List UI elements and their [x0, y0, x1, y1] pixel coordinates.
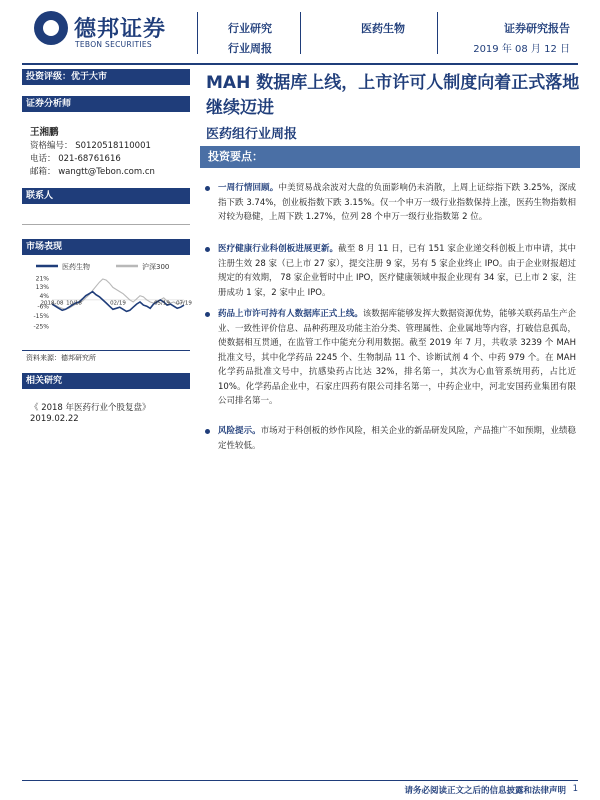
- bullet-icon: [205, 186, 210, 191]
- analyst-phone: 电话： 021-68761616: [30, 154, 121, 164]
- y-tick-label: 21%: [35, 275, 49, 283]
- related-section-header: 相关研究: [22, 373, 190, 389]
- x-tick-label: 02/19: [110, 300, 126, 307]
- bullet-lead: 风险提示。: [218, 426, 261, 436]
- bullet-risk-warning: [206, 424, 576, 453]
- y-tick-label: 13%: [35, 283, 49, 291]
- rating-label: 投资评级：优于大市: [22, 69, 190, 85]
- analyst-section-header: 证券分析师: [22, 96, 190, 112]
- legend-label-pharma: 医药生物: [62, 263, 90, 271]
- chart-source: 资料来源：德邦研究所: [26, 354, 96, 362]
- legend-label-hs300: 沪深300: [142, 263, 170, 271]
- header-category-2: 行业周报: [228, 42, 272, 55]
- company-logo-icon: [34, 11, 68, 45]
- x-tick-label: 2018-08: [40, 300, 64, 307]
- header-rule: [22, 63, 578, 65]
- x-tick-label: 05/19: [154, 300, 170, 307]
- chart-legend: [36, 262, 169, 271]
- header-report-type: 证券研究报告: [504, 22, 570, 35]
- y-tick-label: -25%: [33, 323, 49, 331]
- x-tick-label: 10/18: [66, 300, 82, 307]
- y-tick-label: 4%: [39, 293, 49, 301]
- market-section-header: 市场表现: [22, 239, 190, 255]
- chart-plot-area: [52, 279, 184, 311]
- header-sector: 医药生物: [361, 22, 405, 35]
- bullet-lead: 一周行情回顾。: [218, 183, 279, 193]
- footer-disclaimer: 请务必阅读正文之后的信息披露和法律声明: [404, 786, 566, 796]
- bullet-icon: [205, 312, 210, 317]
- report-title: MAH 数据库上线，上市许可人制度向着正式落地继续迈进: [206, 73, 580, 118]
- y-tick-label: -6%: [37, 303, 49, 311]
- bullet-mah-database: [206, 307, 576, 409]
- bullet-star-market: [206, 242, 576, 300]
- divider: [22, 224, 190, 225]
- contact-section-header: 联系人: [22, 188, 190, 204]
- analyst-name: 王湘鹏: [30, 127, 59, 138]
- bullet-text: 截至 8 月 11 日，已有 151 家企业递交科创板上市申请，其中注册生效 28 家（已上市 27 家），提交注册 9 家，另有 5 家企业终止 IPO。由于企业财报超过规定的有效期， 78 家企业暂时中止 IPO，医疗健康领域申报企业现有 34 家，已上市 2 家，注册成功 1 家，2 家中止 IPO。: [218, 244, 576, 298]
- header-divider: [197, 12, 198, 54]
- bullet-lead: 医疗健康行业科创板进展更新。: [218, 244, 339, 254]
- bullet-icon: [205, 247, 210, 252]
- bullet-weekly-review: [206, 181, 576, 225]
- report-subtitle: 医药组行业周报: [206, 127, 298, 142]
- investment-highlights-header: 投资要点：: [200, 146, 580, 168]
- bullet-text: 市场对于科创板的炒作风险，相关企业的新品研发风险，产品推广不如预期，业绩稳定性较低。: [218, 426, 576, 451]
- header-category-1: 行业研究: [228, 22, 272, 35]
- y-tick-label: -15%: [33, 313, 49, 321]
- bullet-text: 中美贸易战余波对大盘的负面影响仍未消散，上周上证综指下跌 3.25%，深成指下跌 3.74%，创业板指数下跌 3.15%。仅一个申万一级行业指数保持上涨，医药生物指数相对较为稳健，上周下跌 1.27%，位列 28 个申万一级行业指数第 2 位。: [218, 183, 576, 222]
- header-divider: [300, 12, 301, 54]
- header-date: 2019 年 08 月 12 日: [473, 44, 570, 55]
- analyst-email[interactable]: 邮箱： wangtt@Tebon.com.cn: [30, 167, 155, 177]
- related-report-title[interactable]: 《 2018 年医药行业个股复盘》: [30, 403, 151, 413]
- analyst-cert: 资格编号： S0120518110001: [30, 141, 151, 151]
- divider: [22, 350, 190, 351]
- bullet-text: 该数据库能够发挥大数据资源优势，能够关联药品生产企业、一致性评价信息、品种药理及功能主治分类、管理属性、企业属地等内容，打破信息孤岛，使数据相互贯通，在监管工作中能充分利用数据。截至 2019 年 7 月，共收录 3239 个 MAH 批准文号，其中化学药品 2245 个、生物制品 11 个、诊断试剂 4 个、中药 979 个。在 MAH 化学药品批准文号中，抗感染药占比达 32%，排名第一，其次为心血管系统用药，占比近 10%。化学药品企业中，石家庄四药有限公司排名第一，中药企业中，河北安国药业集团有限公司排名第一。: [218, 309, 576, 406]
- bullet-lead: 药品上市许可持有人数据库正式上线。: [218, 309, 363, 319]
- market-performance-chart: [22, 258, 190, 348]
- footer-rule: [22, 780, 578, 781]
- chart-x-axis: [41, 301, 193, 307]
- logo-english-name: TEBON SECURITIES: [75, 40, 152, 49]
- related-report-date: 2019.02.22: [30, 414, 79, 424]
- bullet-icon: [205, 429, 210, 434]
- page-number: 1: [572, 784, 578, 794]
- header-divider: [437, 12, 438, 54]
- x-tick-label: 07/19: [176, 300, 192, 307]
- logo-chinese-name: 德邦证券: [74, 17, 167, 42]
